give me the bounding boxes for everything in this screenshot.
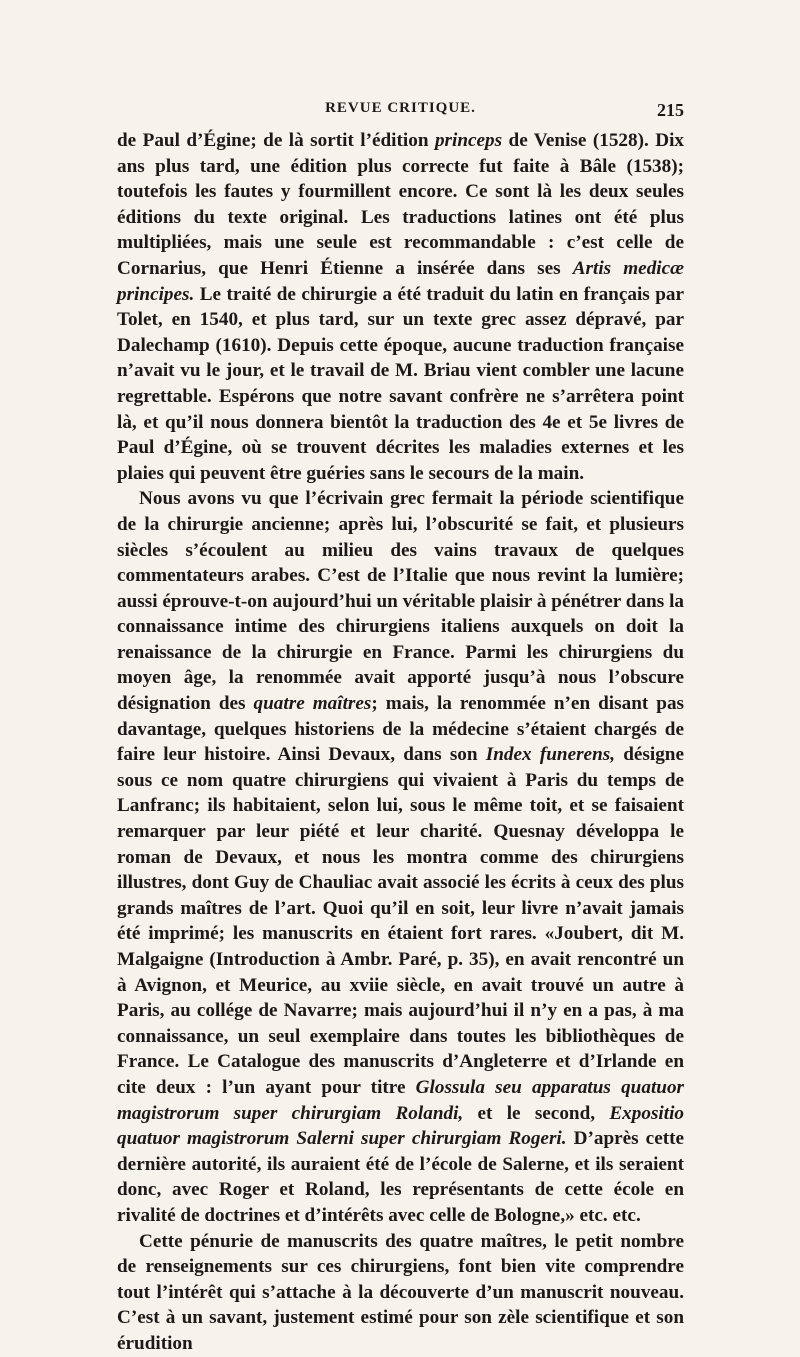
running-title: REVUE CRITIQUE. bbox=[325, 100, 476, 116]
paragraph bbox=[117, 1229, 684, 1357]
italic-run: Index funerens, bbox=[485, 744, 615, 766]
text-run: ; mais, la renommée n’en disant pas davantage, quelques historiens de la médecine s’étaient chargés de faire leur histoire. Ainsi Devaux, dans son bbox=[117, 693, 685, 766]
italic-run: quatre maîtres bbox=[253, 693, 372, 715]
text-run: et le second, bbox=[463, 1102, 610, 1124]
text-run: Cette pénurie de manuscrits des quatre maîtres, le petit nombre de renseignements sur ces chirurgiens, font bien vite comprendre tout l’intérêt qui s’attache à la découverte d’un manuscrit nouveau. C’est à un savant, justement estimé pour son zèle scientifique et son érudition bbox=[117, 1230, 684, 1354]
text-run: D’après cette dernière autorité, ils auraient été de l’école de Salerne, et ils seraient donc, avec Roger et Roland, les représentants de cette école en rivalité de doctrines et d’intérêts avec celle de Bologne,» etc. etc. bbox=[117, 1128, 685, 1226]
body-text bbox=[117, 128, 684, 1357]
italic-run: princeps bbox=[434, 130, 503, 151]
page-number: 215 bbox=[657, 100, 684, 120]
italic-run: Expositio quatuor magistrorum Salerni super chirurgiam Rogeri. bbox=[117, 1102, 684, 1150]
text-run: Nous avons vu que l’écrivain grec fermait la période scientifique de la chirurgie ancienne; après lui, l’obscurité se fait, et plusieurs siècles s’écoulent au milieu des vains travaux de quelques commentateurs arabes. C’est de l’Italie que nous revint la lumière; aussi éprouve-t-on aujourd’hui un véritable plaisir à pénétrer dans la connaissance intime des chirurgiens italiens auxquels on doit la renaissance de la chirurgie en France. Parmi les chirurgiens du moyen âge, la renommée avait apporté jusqu’à nous l’obscure désignation des bbox=[117, 488, 684, 715]
running-head bbox=[117, 100, 684, 126]
paragraph bbox=[117, 486, 684, 1228]
text-run: Le traité de chirurgie a été traduit du latin en français par Tolet, en 1540, et plus tard, sur un texte grec assez dépravé, par Dalechamp (1610). Depuis cette époque, aucune traduction française n’avait vu le jour, et le travail de M. Briau vient combler une lacune regrettable. Espérons que notre savant confrère ne s’arrêtera point là, et qu’il nous donnera bientôt la traduction des 4e et 5e livres de Paul d’Égine, où se trouvent décrites les maladies externes et les plaies qui peuvent être guéries sans le secours de la main. bbox=[117, 283, 684, 484]
text-run: désigne sous ce nom quatre chirurgiens qui vivaient à Paris du temps de Lanfranc; ils habitaient, selon lui, sous le même toit, et se faisaient remarquer par leur piété et leur charité. Quesnay développa le roman de Devaux, et nous les montra comme des chirurgiens illustres, dont Guy de Chauliac avait associé les écrits à ceux des plus grands maîtres de l’art. Quoi qu’il en soit, leur livre n’avait jamais été imprimé; les manuscrits en étaient fort rares. «Joubert, dit M. Malgaigne (Introduction à Ambr. Paré, p. 35), en avait rencontré un à Avignon, et Meurice, au xviie siècle, en avait trouvé un autre à Paris, au collége de Navarre; mais aujourd’hui il n’y en a pas, à ma connaissance, un seul exemplaire dans toutes les bibliothèques de France. Le Catalogue des manuscrits d’Angleterre et d’Irlande en cite deux : l’un ayant pour titre bbox=[117, 744, 684, 1098]
paragraph bbox=[117, 128, 684, 486]
italic-run: Glossula seu apparatus quatuor magistrorum super chirurgiam Rolandi, bbox=[117, 1076, 685, 1124]
text-run: de Paul d’Égine; de là sortit l’édition bbox=[117, 130, 435, 151]
italic-run: Artis medicæ principes. bbox=[117, 257, 684, 305]
text-run: de Venise (1528). Dix ans plus tard, une édition plus correcte fut faite à Bâle (1538); toutefois les fautes y fourmillent encore. Ce sont là les deux seules éditions du texte original. Les traductions latines ont été plus multipliées, mais une seule est recommandable : c’est celle de Cornarius, que Henri Étienne a insérée dans ses bbox=[117, 130, 685, 279]
